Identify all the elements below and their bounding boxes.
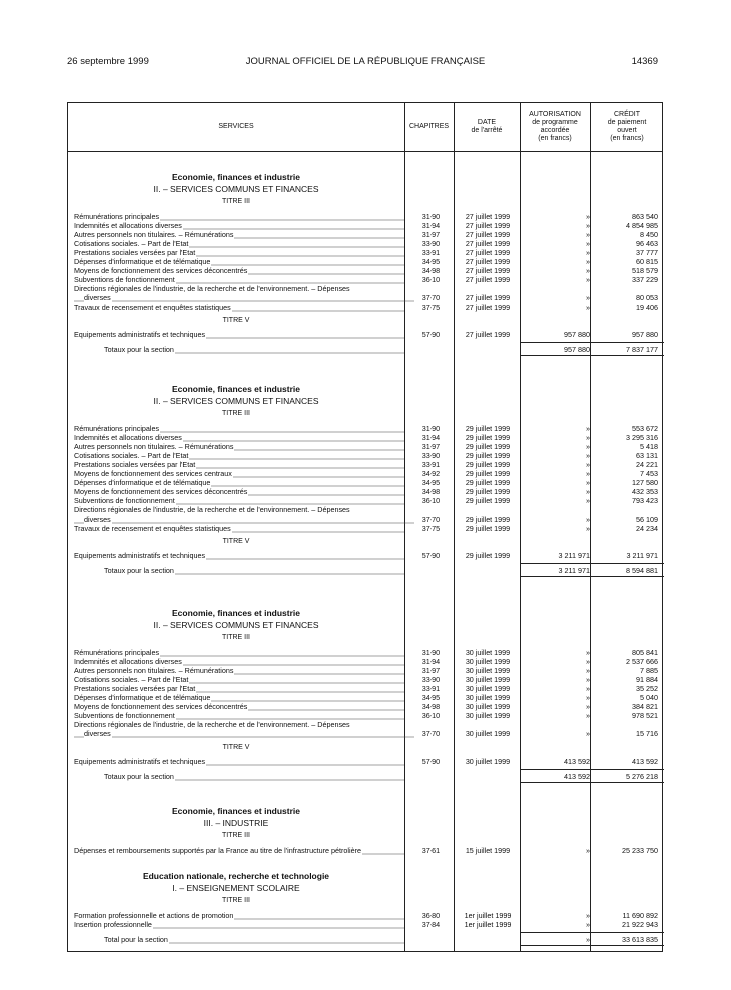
service-label-text: diverses (84, 293, 111, 303)
chapitre-cell: 36-10 (421, 496, 441, 506)
service-label-text: Subventions de fonctionnement (74, 275, 175, 285)
service-label (74, 496, 404, 505)
autorisation-cell: » (586, 433, 590, 443)
section-subtitle: II. – SERVICES COMMUNS ET FINANCES (153, 620, 319, 630)
service-label (74, 248, 404, 257)
section-title: Economie, finances et industrie (171, 172, 300, 182)
chapitre-cell: 33-91 (421, 460, 441, 470)
credit-cell: 3 295 316 (626, 433, 658, 443)
credit-cell: 5 040 (640, 693, 658, 703)
col-header-services: SERVICES (218, 123, 254, 130)
credit-cell: 978 521 (632, 711, 658, 721)
credit-cell: 91 884 (636, 675, 658, 685)
autorisation-cell: » (586, 675, 590, 685)
service-label-text: Indemnités et allocations diverses (74, 657, 182, 667)
chapitre-cell: 34-95 (421, 478, 441, 488)
credit-cell: 7 453 (640, 469, 658, 479)
chapitre-cell: 36-10 (421, 711, 441, 721)
service-label-text: Prestations sociales versées par l'Etat (74, 684, 196, 694)
total-autorisation: 413 592 (564, 771, 590, 781)
autorisation-cell: » (586, 248, 590, 258)
autorisation-cell: » (586, 275, 590, 285)
service-label (74, 684, 404, 693)
autorisation-cell: » (586, 460, 590, 470)
total-rule (520, 342, 664, 343)
autorisation-cell: » (586, 693, 590, 703)
service-label-text: Dépenses et remboursements supportés par la France au titre de l'infrastructure pétrolière (74, 846, 362, 855)
chapitre-cell: 31-97 (421, 230, 441, 240)
service-label (74, 693, 404, 702)
total-credit: 7 837 177 (626, 344, 658, 354)
chapitre-cell: 37-75 (421, 302, 441, 312)
credit-cell: 25 233 750 (622, 846, 658, 855)
total-label-text: Total pour la section (104, 935, 168, 945)
autorisation-cell: » (586, 239, 590, 249)
date-cell: 30 juillet 1999 (465, 666, 511, 676)
service-label-text: Cotisations sociales. – Part de l'Etat (74, 239, 189, 249)
service-label (74, 729, 414, 738)
service-label (74, 266, 404, 275)
service-label-text: Cotisations sociales. – Part de l'Etat (74, 451, 189, 461)
service-label (74, 911, 404, 920)
credit-cell: 60 815 (636, 257, 658, 267)
autorisation-cell: » (586, 257, 590, 267)
service-label-text: Autres personnels non titulaires. – Rémunérations (74, 442, 234, 452)
chapitre-cell: 57-90 (421, 550, 441, 560)
date-cell: 30 juillet 1999 (465, 711, 511, 721)
total-rule (520, 782, 664, 783)
header-date: 26 septembre 1999 (67, 56, 149, 67)
credit-cell: 384 821 (632, 702, 658, 712)
service-label (74, 666, 404, 675)
autorisation-cell: » (586, 711, 590, 721)
autorisation-cell: 957 880 (564, 329, 590, 339)
total-label (104, 772, 404, 781)
service-label-text: Travaux de recensement et enquêtes statistiques (74, 302, 231, 312)
credit-cell: 21 922 943 (622, 920, 658, 930)
service-label (74, 757, 404, 766)
date-cell: 1er juillet 1999 (464, 911, 512, 920)
date-cell: 30 juillet 1999 (465, 657, 511, 667)
service-label-text: Moyens de fonctionnement des services déconcentrés (74, 487, 248, 497)
chapitre-cell: 57-90 (421, 329, 441, 339)
service-label (74, 460, 404, 469)
autorisation-cell: » (586, 911, 590, 920)
service-label (74, 505, 404, 514)
service-label-text: Dépenses d'informatique et de télématique (74, 693, 211, 703)
date-cell: 29 juillet 1999 (465, 487, 511, 497)
autorisation-cell: 3 211 971 (558, 550, 590, 560)
autorisation-cell: » (586, 666, 590, 676)
credit-cell: 35 252 (636, 684, 658, 694)
autorisation-cell: » (586, 478, 590, 488)
total-autorisation: » (586, 935, 590, 945)
credit-cell: 863 540 (632, 212, 658, 221)
autorisation-cell: » (586, 469, 590, 479)
service-label-text: Subventions de fonctionnement (74, 496, 175, 506)
credit-cell: 7 885 (640, 666, 658, 676)
date-cell: 27 juillet 1999 (465, 329, 511, 339)
date-cell: 27 juillet 1999 (465, 266, 511, 276)
service-label-text: Dépenses d'informatique et de télématique (74, 257, 211, 267)
service-label-text: Moyens de fonctionnement des services déconcentrés (74, 266, 248, 276)
chapitre-cell: 37-84 (421, 920, 441, 930)
col-divider (590, 103, 591, 951)
service-label-text: Indemnités et allocations diverses (74, 221, 182, 231)
autorisation-cell: » (586, 487, 590, 497)
service-label-text: Autres personnels non titulaires. – Rémunérations (74, 666, 234, 676)
chapitre-cell: 33-90 (421, 675, 441, 685)
service-label (74, 257, 404, 266)
date-cell: 27 juillet 1999 (465, 221, 511, 231)
total-label-text: Totaux pour la section (104, 771, 174, 781)
service-label (74, 221, 404, 230)
section-subtitle: II. – SERVICES COMMUNS ET FINANCES (153, 184, 319, 194)
chapitre-cell: 31-94 (421, 221, 441, 231)
date-cell: 27 juillet 1999 (465, 239, 511, 249)
service-label-text: Moyens de fonctionnement des services déconcentrés (74, 702, 248, 712)
autorisation-cell: » (586, 230, 590, 240)
service-label-text: diverses (84, 729, 111, 739)
chapitre-cell: 33-90 (421, 451, 441, 461)
col-header-chapitres: CHAPITRES (408, 123, 450, 130)
service-label (74, 433, 404, 442)
credit-cell: 80 053 (636, 293, 658, 303)
chapitre-cell: 37-70 (421, 293, 441, 303)
date-cell: 29 juillet 1999 (465, 460, 511, 470)
chapitre-cell: 31-90 (421, 648, 441, 657)
date-cell: 27 juillet 1999 (465, 275, 511, 285)
credit-cell: 805 841 (632, 648, 658, 657)
autorisation-cell: » (586, 514, 590, 524)
date-cell: 29 juillet 1999 (465, 478, 511, 488)
autorisation-cell: » (586, 212, 590, 221)
chapitre-cell: 33-90 (421, 239, 441, 249)
autorisation-cell: » (586, 657, 590, 667)
service-label (74, 551, 404, 560)
chapitre-cell: 37-75 (421, 523, 441, 533)
date-cell: 29 juillet 1999 (465, 469, 511, 479)
chapitre-cell: 31-97 (421, 666, 441, 676)
budget-table (67, 102, 663, 952)
chapitre-cell: 34-95 (421, 257, 441, 267)
credit-cell: 5 418 (640, 442, 658, 452)
service-label-text: Rémunérations principales (74, 424, 160, 433)
date-cell: 29 juillet 1999 (465, 451, 511, 461)
service-label-text: Prestations sociales versées par l'Etat (74, 460, 196, 470)
total-rule (520, 769, 664, 770)
header-journal-title: JOURNAL OFFICIEL DE LA RÉPUBLIQUE FRANÇAISE (245, 56, 486, 67)
service-label (74, 648, 404, 657)
total-autorisation: 957 880 (564, 344, 590, 354)
service-label-text: Directions régionales de l'industrie, de la recherche et de l'environnement. – Dépenses (74, 284, 350, 294)
credit-cell: 518 579 (632, 266, 658, 276)
service-label-text: Equipements administratifs et techniques (74, 329, 206, 339)
date-cell: 27 juillet 1999 (465, 248, 511, 258)
col-header-date: DATE de l'arrêté (471, 119, 503, 134)
credit-cell: 15 716 (636, 729, 658, 739)
chapitre-cell: 31-94 (421, 657, 441, 667)
chapitre-cell: 34-92 (421, 469, 441, 479)
total-label (104, 345, 404, 354)
service-label-text: Equipements administratifs et techniques (74, 550, 206, 560)
chapitre-cell: 36-80 (421, 911, 441, 920)
titre-label: TITRE III (222, 897, 250, 904)
credit-cell: 96 463 (636, 239, 658, 249)
chapitre-cell: 33-91 (421, 248, 441, 258)
autorisation-cell: » (586, 846, 590, 855)
date-cell: 29 juillet 1999 (465, 433, 511, 443)
section-subtitle: II. – SERVICES COMMUNS ET FINANCES (153, 396, 319, 406)
total-label (104, 935, 404, 944)
autorisation-cell: » (586, 648, 590, 657)
credit-cell: 793 423 (632, 496, 658, 506)
credit-cell: 2 537 666 (626, 657, 658, 667)
total-rule (520, 932, 664, 933)
service-label (74, 284, 404, 293)
service-label-text: Directions régionales de l'industrie, de la recherche et de l'environnement. – Dépenses (74, 505, 350, 515)
header-page-number: 14369 (631, 56, 658, 67)
service-label (74, 239, 404, 248)
service-label-text: diverses (84, 514, 111, 524)
service-label (74, 702, 404, 711)
autorisation-cell: » (586, 221, 590, 231)
autorisation-cell: » (586, 302, 590, 312)
credit-cell: 4 854 985 (626, 221, 658, 231)
chapitre-cell: 31-90 (421, 424, 441, 433)
credit-cell: 8 450 (640, 230, 658, 240)
chapitre-cell: 31-90 (421, 212, 441, 221)
service-label (74, 524, 404, 533)
date-cell: 30 juillet 1999 (465, 702, 511, 712)
service-label (74, 330, 404, 339)
total-label (104, 566, 404, 575)
date-cell: 30 juillet 1999 (465, 729, 511, 739)
date-cell: 27 juillet 1999 (465, 230, 511, 240)
date-cell: 29 juillet 1999 (465, 442, 511, 452)
service-label (74, 230, 404, 239)
date-cell: 30 juillet 1999 (465, 756, 511, 766)
credit-cell: 11 690 892 (622, 911, 658, 920)
service-label-text: Formation professionnelle et actions de promotion (74, 911, 234, 920)
chapitre-cell: 37-70 (421, 514, 441, 524)
total-label-text: Totaux pour la section (104, 565, 174, 575)
total-autorisation: 3 211 971 (558, 565, 590, 575)
section-title: Education nationale, recherche et technologie (142, 871, 330, 881)
section-title: Economie, finances et industrie (171, 384, 300, 394)
chapitre-cell: 37-70 (421, 729, 441, 739)
service-label-text: Rémunérations principales (74, 212, 160, 221)
date-cell: 30 juillet 1999 (465, 675, 511, 685)
date-cell: 27 juillet 1999 (465, 293, 511, 303)
titre-label: TITRE III (222, 634, 250, 641)
date-cell: 27 juillet 1999 (465, 212, 511, 221)
credit-cell: 24 234 (636, 523, 658, 533)
total-rule (520, 945, 664, 946)
col-header-autorisation: AUTORISATION de programme accordée (en francs) (529, 111, 581, 142)
autorisation-cell: » (586, 451, 590, 461)
service-label-text: Insertion professionnelle (74, 920, 152, 930)
date-cell: 29 juillet 1999 (465, 514, 511, 524)
autorisation-cell: » (586, 424, 590, 433)
date-cell: 1er juillet 1999 (464, 920, 512, 930)
service-label (74, 424, 404, 433)
header-rule (68, 151, 662, 152)
service-label (74, 846, 404, 855)
service-label-text: Dépenses d'informatique et de télématique (74, 478, 211, 488)
chapitre-cell: 36-10 (421, 275, 441, 285)
service-label (74, 720, 404, 729)
titre-label: TITRE V (222, 743, 250, 751)
chapitre-cell: 34-98 (421, 702, 441, 712)
service-label-text: Moyens de fonctionnement des services centraux (74, 469, 232, 479)
autorisation-cell: » (586, 702, 590, 712)
date-cell: 30 juillet 1999 (465, 693, 511, 703)
section-subtitle: III. – INDUSTRIE (203, 818, 269, 828)
service-label (74, 478, 404, 487)
autorisation-cell: » (586, 523, 590, 533)
service-label (74, 711, 404, 720)
credit-cell: 19 406 (636, 302, 658, 312)
col-header-credit: CRÉDIT de paiement ouvert (en francs) (607, 111, 647, 142)
service-label-text: Travaux de recensement et enquêtes statistiques (74, 523, 231, 533)
chapitre-cell: 34-95 (421, 693, 441, 703)
date-cell: 29 juillet 1999 (465, 550, 511, 560)
autorisation-cell: » (586, 266, 590, 276)
chapitre-cell: 34-98 (421, 487, 441, 497)
service-label (74, 920, 404, 929)
chapitre-cell: 31-94 (421, 433, 441, 443)
col-divider (404, 103, 405, 951)
total-rule (520, 576, 664, 577)
date-cell: 15 juillet 1999 (465, 846, 511, 855)
service-label (74, 275, 404, 284)
date-cell: 30 juillet 1999 (465, 684, 511, 694)
credit-cell: 432 353 (632, 487, 658, 497)
service-label (74, 487, 404, 496)
service-label-text: Autres personnels non titulaires. – Rémunérations (74, 230, 234, 240)
credit-cell: 553 672 (632, 424, 658, 433)
chapitre-cell: 31-97 (421, 442, 441, 452)
titre-label: TITRE III (222, 198, 250, 205)
credit-cell: 3 211 971 (626, 550, 658, 560)
section-subtitle: I. – ENSEIGNEMENT SCOLAIRE (172, 883, 300, 893)
service-label (74, 515, 414, 524)
service-label (74, 303, 404, 312)
chapitre-cell: 34-98 (421, 266, 441, 276)
service-label-text: Prestations sociales versées par l'Etat (74, 248, 196, 258)
date-cell: 27 juillet 1999 (465, 302, 511, 312)
date-cell: 29 juillet 1999 (465, 523, 511, 533)
credit-cell: 56 109 (636, 514, 658, 524)
service-label-text: Subventions de fonctionnement (74, 711, 175, 721)
credit-cell: 413 592 (632, 756, 658, 766)
titre-label: TITRE V (222, 537, 250, 545)
total-label-text: Totaux pour la section (104, 344, 174, 354)
credit-cell: 337 229 (632, 275, 658, 285)
service-label-text: Rémunérations principales (74, 648, 160, 657)
service-label-text: Cotisations sociales. – Part de l'Etat (74, 675, 189, 685)
total-rule (520, 563, 664, 564)
service-label-text: Indemnités et allocations diverses (74, 433, 182, 443)
credit-cell: 24 221 (636, 460, 658, 470)
titre-label: TITRE III (222, 832, 250, 839)
total-rule (520, 355, 664, 356)
service-label-text: Equipements administratifs et techniques (74, 756, 206, 766)
service-label (74, 293, 414, 302)
credit-cell: 127 580 (632, 478, 658, 488)
titre-label: TITRE V (222, 316, 250, 324)
section-title: Economie, finances et industrie (171, 608, 300, 618)
service-label (74, 469, 404, 478)
date-cell: 29 juillet 1999 (465, 424, 511, 433)
autorisation-cell: » (586, 442, 590, 452)
service-label-text: Directions régionales de l'industrie, de la recherche et de l'environnement. – Dépenses (74, 720, 350, 730)
service-label (74, 451, 404, 460)
service-label (74, 212, 404, 221)
service-label (74, 675, 404, 684)
total-credit: 33 613 835 (622, 935, 658, 945)
total-credit: 5 276 218 (626, 771, 658, 781)
chapitre-cell: 33-91 (421, 684, 441, 694)
credit-cell: 957 880 (632, 329, 658, 339)
service-label (74, 657, 404, 666)
autorisation-cell: » (586, 496, 590, 506)
total-credit: 8 594 881 (626, 565, 658, 575)
autorisation-cell: » (586, 293, 590, 303)
credit-cell: 37 777 (636, 248, 658, 258)
autorisation-cell: » (586, 729, 590, 739)
section-title: Economie, finances et industrie (171, 806, 300, 816)
autorisation-cell: » (586, 684, 590, 694)
date-cell: 29 juillet 1999 (465, 496, 511, 506)
date-cell: 30 juillet 1999 (465, 648, 511, 657)
chapitre-cell: 57-90 (421, 756, 441, 766)
titre-label: TITRE III (222, 410, 250, 417)
autorisation-cell: » (586, 920, 590, 930)
date-cell: 27 juillet 1999 (465, 257, 511, 267)
credit-cell: 63 131 (636, 451, 658, 461)
autorisation-cell: 413 592 (564, 756, 590, 766)
chapitre-cell: 37-61 (421, 846, 441, 855)
service-label (74, 442, 404, 451)
